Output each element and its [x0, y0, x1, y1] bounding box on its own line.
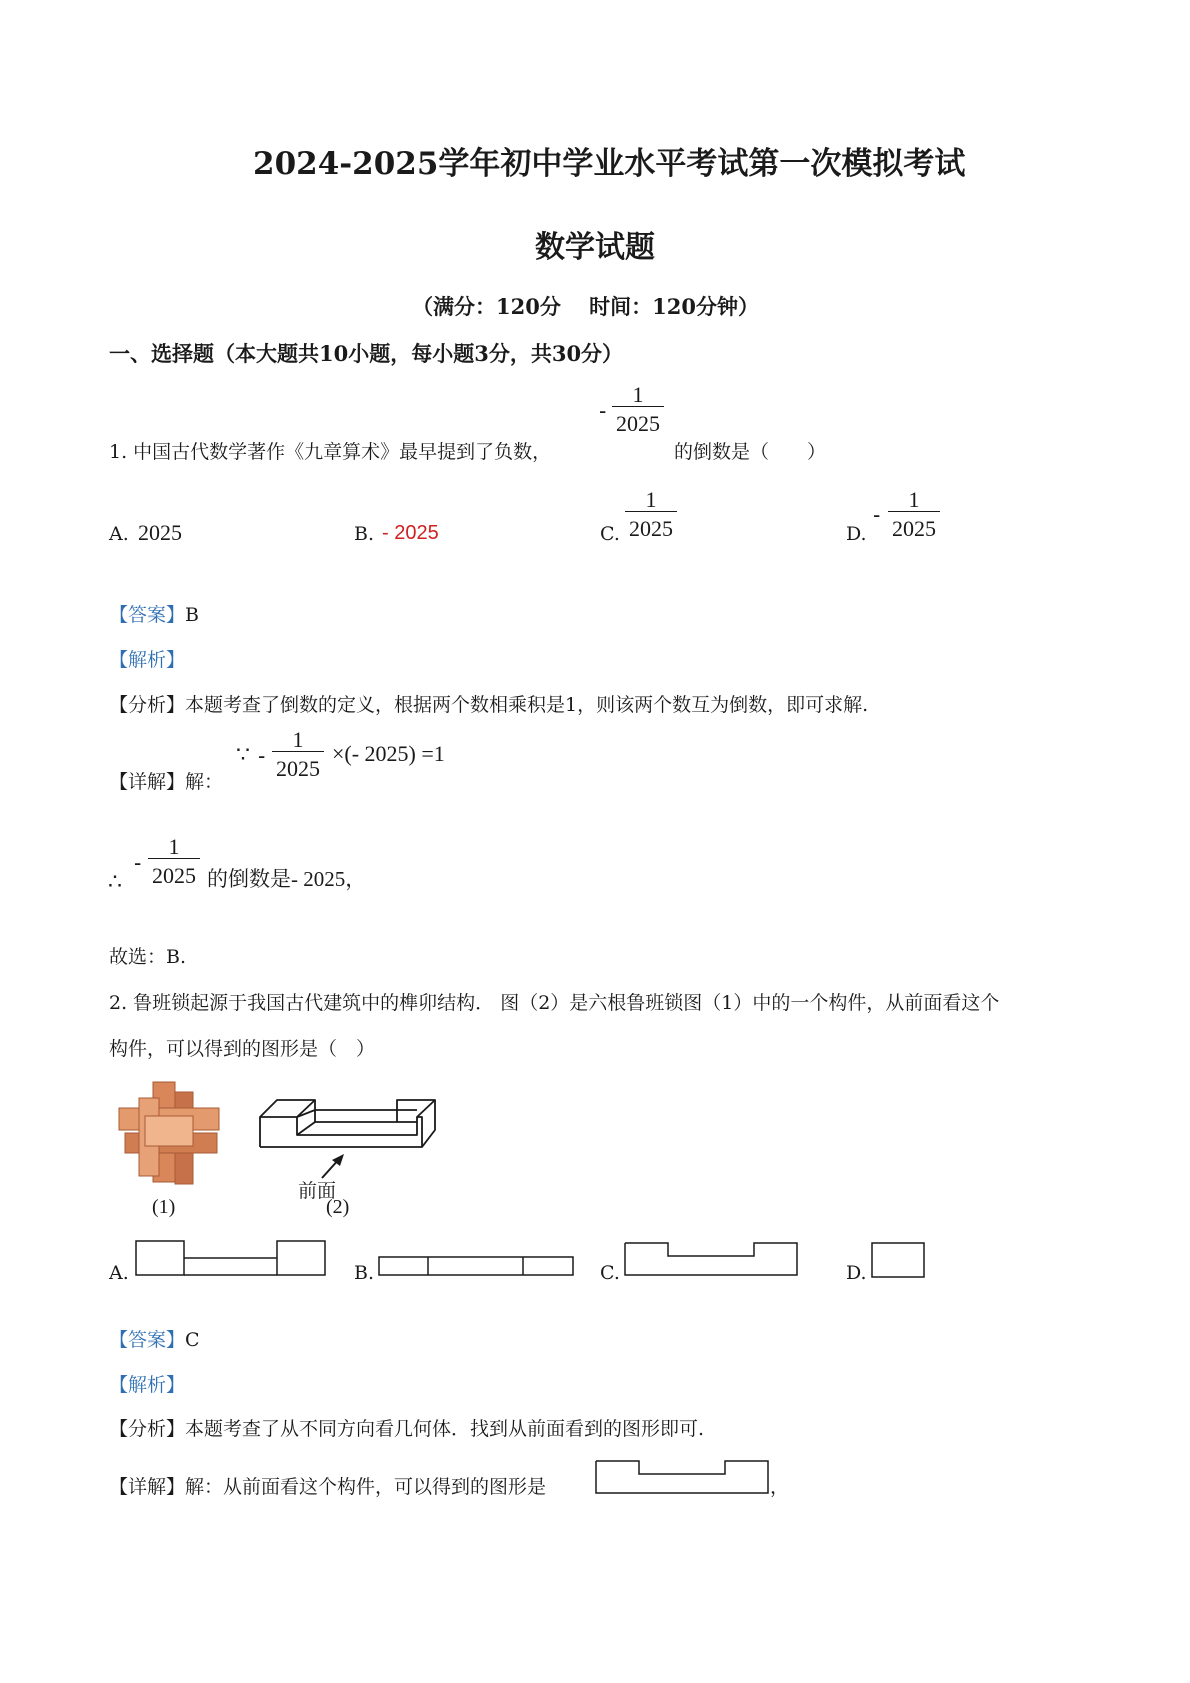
step2-fraction — [148, 835, 200, 887]
q1-option-a-label[interactable]: A. — [109, 523, 129, 545]
q1-stem-minus: - — [599, 398, 607, 423]
section-heading: 一、选择题（本大题共10小题，每小题3分，共30分） — [109, 341, 624, 366]
q1-answer — [109, 600, 199, 627]
figure1-label: (1) — [152, 1196, 176, 1218]
q2-option-d-shape[interactable] — [871, 1242, 925, 1278]
q2-option-a-label[interactable]: A. — [109, 1262, 129, 1284]
detail-tag: 【详解】 — [109, 1476, 186, 1498]
step2-minus: - — [134, 850, 142, 875]
fenxi-tag: 【分析】 — [109, 694, 186, 716]
figure2-label: (2) — [326, 1196, 350, 1218]
fraction-denominator: 2025 — [892, 516, 936, 542]
because-symbol: ∵ — [236, 742, 250, 767]
q2-stem-line1: 2. 鲁班锁起源于我国古代建筑中的榫卯结构． 图（2）是六根鲁班锁图（1）中的一个构件，从前面看这个 — [109, 992, 1000, 1014]
q1-stem-end: 的倒数是（ ） — [674, 441, 827, 463]
fraction-bar — [888, 511, 940, 512]
therefore-symbol: ∴ — [108, 869, 122, 894]
q1-option-c-label[interactable]: C. — [600, 523, 620, 545]
q2-analysis-tag: 【解析】 — [109, 1374, 186, 1396]
component-drawing — [255, 1092, 445, 1162]
q2-detail-shape — [595, 1460, 769, 1494]
fraction-bar — [148, 858, 200, 859]
q2-option-b-shape[interactable] — [378, 1256, 574, 1276]
step2-rest: 的倒数是- 2025， — [207, 867, 367, 891]
q2-option-c-label[interactable]: C. — [600, 1262, 620, 1284]
q1-option-a-value: 2025 — [138, 520, 182, 545]
q1-stem-fraction — [612, 383, 664, 435]
q1-option-b-value: - 2025 — [382, 522, 439, 544]
q1-option-c-fraction — [625, 488, 677, 540]
fraction-numerator: 1 — [168, 834, 180, 859]
fenxi-text: 本题考查了倒数的定义，根据两个数相乘积是1，则该两个数互为倒数，即可求解. — [185, 694, 869, 716]
fraction-denominator: 2025 — [152, 863, 196, 889]
answer-value: C — [185, 1329, 200, 1351]
fraction-denominator: 2025 — [629, 516, 673, 542]
detail-text: 解：从前面看这个构件，可以得到的图形是 — [185, 1476, 547, 1498]
q1-fenxi — [109, 690, 868, 717]
q2-answer — [109, 1325, 200, 1352]
answer-tag: 【答案】 — [109, 1329, 186, 1351]
fenxi-text: 本题考查了从不同方向看几何体．找到从前面看到的图形即可. — [185, 1418, 705, 1440]
q2-option-b-label[interactable]: B. — [354, 1262, 375, 1284]
answer-value: B — [185, 604, 199, 626]
q2-stem-line2: 构件，可以得到的图形是（ ） — [109, 1038, 376, 1060]
fraction-numerator: 1 — [908, 487, 920, 512]
fraction-numerator: 1 — [645, 487, 657, 512]
fraction-bar — [612, 406, 664, 407]
q1-detail — [109, 767, 223, 794]
luban-lock-image — [115, 1078, 225, 1188]
q1-option-b-label[interactable]: B. — [354, 523, 375, 545]
step1-rest: ×(- 2025) =1 — [332, 741, 445, 766]
step1-minus: - — [258, 743, 266, 768]
fraction-denominator: 2025 — [276, 756, 320, 782]
fraction-bar — [272, 751, 324, 752]
q2-option-d-label[interactable]: D. — [846, 1262, 867, 1284]
fenxi-tag: 【分析】 — [109, 1418, 186, 1440]
q1-analysis-tag: 【解析】 — [109, 649, 186, 671]
answer-tag: 【答案】 — [109, 604, 186, 626]
fraction-numerator: 1 — [292, 727, 304, 752]
q2-detail-end: ， — [770, 1476, 790, 1498]
q2-detail — [109, 1472, 546, 1499]
fraction-numerator: 1 — [632, 382, 644, 407]
fraction-bar — [625, 511, 677, 512]
exam-info: （满分：120分 时间：120分钟） — [412, 294, 759, 319]
q2-fenxi — [109, 1414, 704, 1441]
detail-tag: 【详解】 — [109, 771, 186, 793]
q1-option-d-label[interactable]: D. — [846, 523, 867, 545]
q1-option-d-minus: - — [873, 502, 881, 527]
q1-option-d-fraction — [888, 488, 940, 540]
page-title: 2024-2025学年初中学业水平考试第一次模拟考试 — [253, 146, 966, 182]
q2-option-c-shape[interactable] — [624, 1242, 798, 1276]
q1-choice: 故选：B. — [109, 946, 187, 968]
step1-fraction — [272, 728, 324, 780]
page-subtitle: 数学试题 — [535, 230, 655, 265]
q2-option-a-shape[interactable] — [135, 1240, 327, 1276]
q1-stem: 1. 中国古代数学著作《九章算术》最早提到了负数， — [109, 441, 552, 463]
detail-lead: 解： — [185, 771, 224, 793]
front-label: 前面 — [298, 1180, 337, 1202]
fraction-denominator: 2025 — [616, 411, 660, 437]
